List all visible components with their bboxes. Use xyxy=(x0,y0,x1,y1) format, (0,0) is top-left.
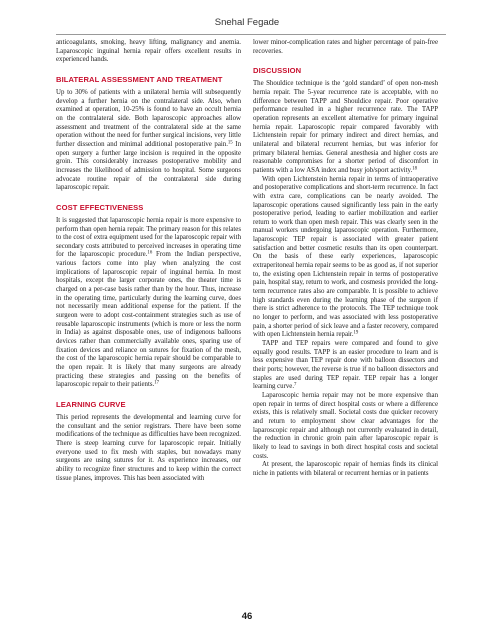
discussion-text-1: The Shouldice technique is the ‘gold standard’ of open non-mesh hernia repair. The 5-year recurrence rate is acceptable, with no difference between TAPP and Shouldice repair. Poor operative performance resulted in a higher recurrence rate. The TAPP operation represents an excellent alternative for primary inguinal hernia repair. Laparoscopic repair compared favorably with Lichtenstein repair for primary indirect and direct hernias, and unilateral and bilateral recurrent hernias, but was inferior for primary bilateral hernias. General anesthesia and higher costs are reasonable compromises for a shorter period of discomfort in patients with a low ASA index and busy job/sport activity. xyxy=(253,80,438,174)
reference-15: 15 xyxy=(227,140,233,146)
bilateral-heading: BILATERAL ASSESSMENT AND TREATMENT xyxy=(56,74,223,84)
reference-7: 7 xyxy=(294,382,297,388)
reference-17: 17 xyxy=(154,380,160,386)
header-rule xyxy=(56,34,446,35)
bilateral-text-b: In open surgery a further large incision is required in the opposite groin. This considerably increases postoperative mobility and increases the likelihood of admission to hospital. Some surgeons advocate routine repair of the contralateral side during laparoscopic repair. xyxy=(56,140,241,192)
cost-text-b: From the Indian perspective, various factors come into play when analyzing the cost implications of laparoscopic repair of inguinal hernia. In most hospitals, except the larger corporate ones, the theater time is charged on a per-case basis rather than by the hour. Thus, increase in the operating time, particularly during the learning curve, does not necessarily mean additional expense for the patient. If the surgeon were to adopt cost-containment strategies such as use of reusable laparoscopic instruments (which is more or less the norm in India) as against disposable ones, use of indigenous balloons devices rather than commercially available ones, sparing use of fixation devices and reliance on sutures for fixation of the mesh, the cost of the laparoscopic hernia repair should be comparable to the open repair. It is likely that many surgeons are already practicing these strategies and passing on the benefits of laparoscopic repair to their patients. xyxy=(56,251,241,389)
reference-16: 16 xyxy=(147,250,153,256)
discussion-text-3: TAPP and TEP repairs were compared and found to give equally good results. TAPP is an easier procedure to learn and is less expensive than TEP repair done with balloon dissectors and their ports; however, the reverse is true if no balloon dissectors and staples are used during TEP repair. TEP repair has a longer learning curve. xyxy=(253,340,438,391)
discussion-paragraph-4: Laparoscopic hernia repair may not be more expensive than open repair in terms of direct hospital costs or where a difference exists, this is relatively small. Societal costs due quicker recovery and return to employment show clear advantages for the laparoscopic repair and although not currently evaluated in detail, the reduction in chronic groin pain after laparoscopic repair is likely to lead to savings in both direct hospital costs and societal costs. xyxy=(253,391,438,460)
discussion-paragraph-1 xyxy=(253,80,438,175)
discussion-paragraph-3 xyxy=(253,340,438,392)
reference-18: 18 xyxy=(412,166,418,172)
bilateral-text-a: Up to 30% of patients with a unilateral hernia will subsequently develop a further hernia on the contralateral side. Also, when examined at operation, 10-25% is found to have an occult hernia on the contralateral side. Both laparoscopic approaches allow assessment and treatment of the contralateral side at the same operation without the need for further surgical incisions, very little further dissection and minimal additional postoperative pain. xyxy=(56,88,241,148)
left-intro-paragraph: anticoagulants, smoking, heavy lifting, malignancy and anemia. Laparoscopic inguinal hernia repair offers excellent results in experienced hands. xyxy=(56,39,241,64)
cost-heading: COST EFFECTIVENESS xyxy=(56,202,144,212)
learning-paragraph: This period represents the developmental and learning curve for the consultant and the senior registrars. There have been some modifications of the technique as difficulties have been recognized. There is steep learning curve for laparoscopic repair. Initially everyone used to fix mesh with staples, but nowadays many surgeons are using sutures for it. As experience increases, our ability to recognize finer structures and to keep within the correct tissue planes, improves. This has been associated with xyxy=(56,413,241,482)
bilateral-paragraph xyxy=(56,89,241,193)
right-intro-paragraph: lower minor-complication rates and higher percentage of pain-free recoveries. xyxy=(253,39,438,55)
learning-heading: LEARNING CURVE xyxy=(56,399,126,409)
left-column xyxy=(56,39,241,483)
right-column xyxy=(253,39,438,479)
running-head: Snehal Fegade xyxy=(214,17,280,28)
page-number: 46 xyxy=(241,611,253,622)
cost-paragraph xyxy=(56,217,241,390)
discussion-heading: DISCUSSION xyxy=(253,66,302,76)
discussion-paragraph-2 xyxy=(253,176,438,340)
discussion-text-2: With open Lichtenstein hernia repair in terms of intraoperative and postoperative complications and short-term recurrence. In fact with extra care, complications can be nearly avoided. The laparoscopic operations caused significantly less pain in the early postoperative period, leading to earlier mobilization and earlier return to work than open mesh repair. This was clearly seen in the manual workers undergoing laparoscopic operation. Furthermore, laparoscopic TEP repair is associated with greater patient satisfaction and better cosmetic results than its open counterpart. On the basis of these early experiences, laparoscopic extraperitoneal hernia repair seems to be as good as, if not superior to, the existing open Lichtenstein repair in terms of postoperative pain, hospital stay, return to work, and cosmesis provided the long-term recurrence rates also are comparable. It is possible to achieve high standards even during the learning phase of the surgeon if there is strict adherence to the protocols. The TEP technique took no longer to perform, and was associated with less postoperative pain, a shorter period of sick leave and a faster recovery, compared with open Lichtenstein hernia repair. xyxy=(253,175,438,339)
reference-19: 19 xyxy=(353,330,359,336)
discussion-paragraph-5: At present, the laparoscopic repair of hernias finds its clinical niche in patients with bilateral or recurrent hernias or in patients xyxy=(253,461,438,477)
cost-text-a: It is suggested that laparoscopic hernia repair is more expensive to perform than open hernia repair. The primary reason for this relates to the cost of extra equipment used for the laparoscopic repair with secondary costs attributed to perceived increases in operating time for the laparoscopic procedure. xyxy=(56,216,241,259)
